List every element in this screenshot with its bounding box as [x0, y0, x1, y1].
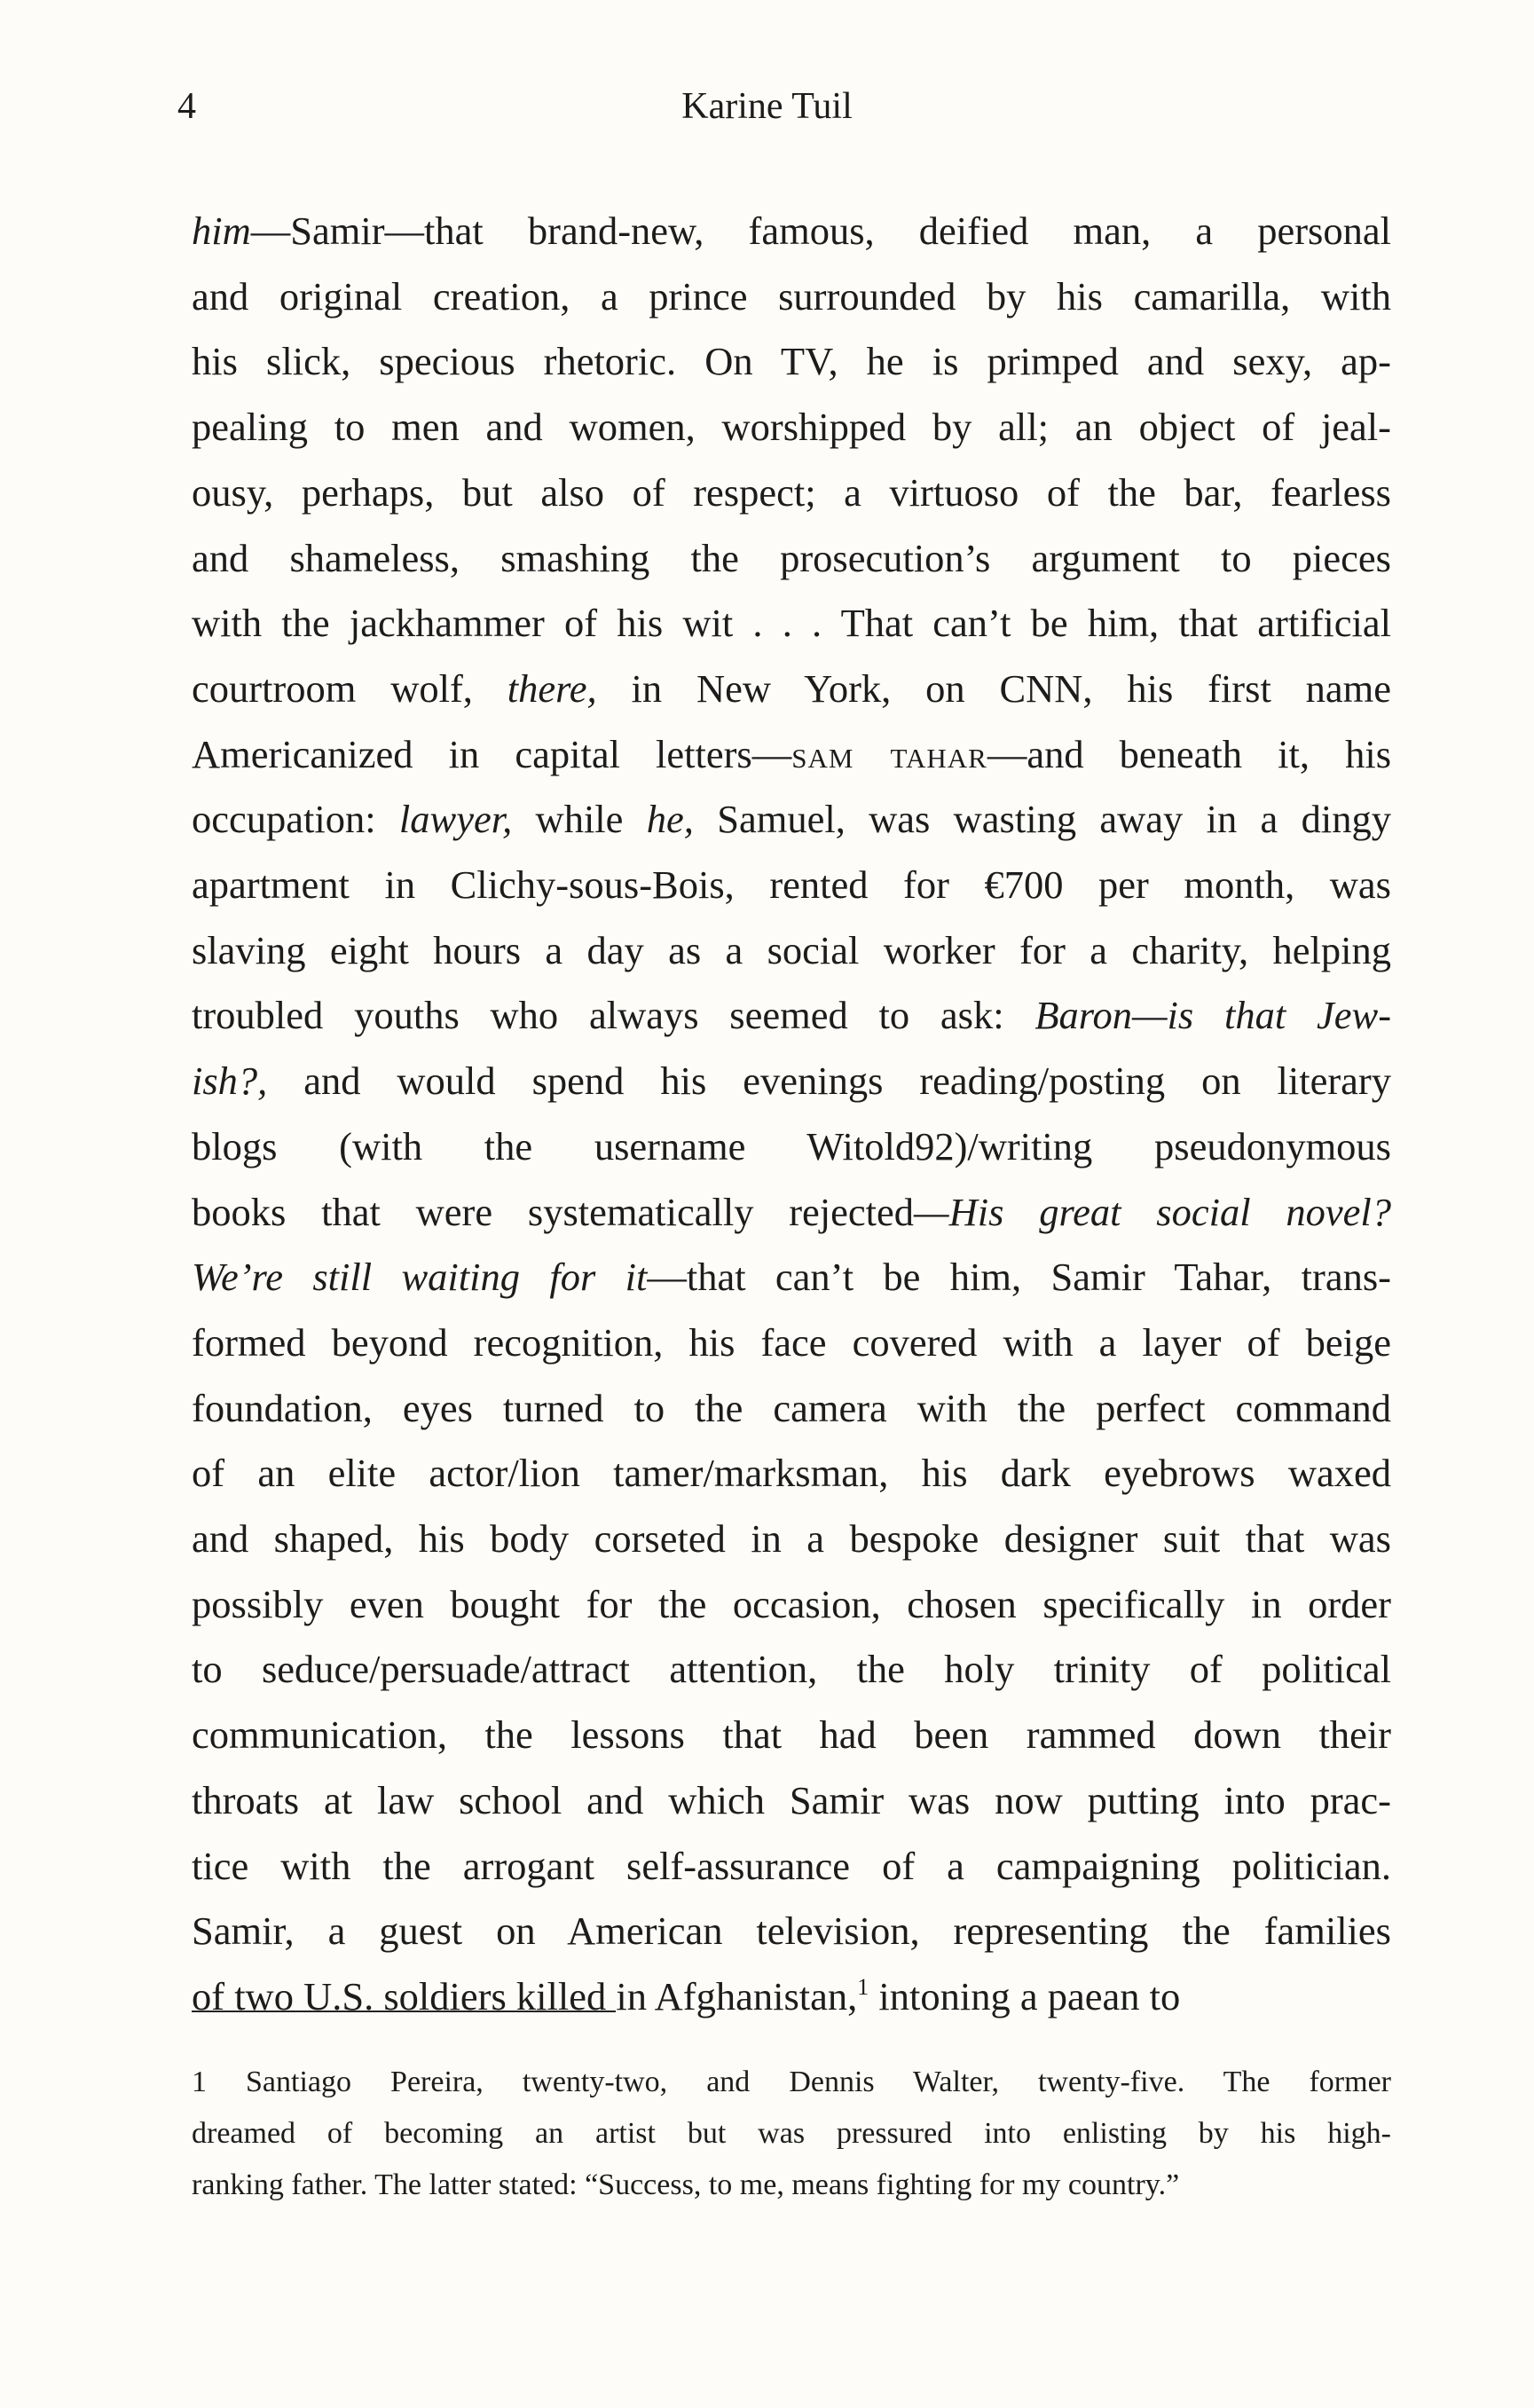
text-run: and would spend his evenings reading/posting on literary	[267, 1058, 1391, 1104]
text-line	[192, 460, 1391, 526]
text-line	[192, 591, 1391, 657]
text-run: books that were systematically rejected	[192, 1189, 915, 1234]
footnote-line: 1 Santiago Pereira, twenty-two, and Dennis Walter, twenty-five. The former	[192, 2066, 1391, 2098]
text-line	[192, 983, 1391, 1049]
text-line	[192, 787, 1391, 853]
text-run: sam tahar	[791, 731, 987, 776]
text-run: of an elite actor/lion tamer/marksman, his dark eyebrows waxed	[192, 1451, 1391, 1496]
text-run: throats at law school and which Samir was now putting into prac-	[192, 1777, 1391, 1822]
text-line	[192, 1245, 1391, 1310]
text-run: —and beneath it, his	[987, 731, 1392, 776]
text-run: —His great social novel?	[914, 1189, 1391, 1234]
text-run: —Samir—that brand-new, famous, deified man, a personal	[250, 209, 1391, 253]
text-line	[192, 1441, 1391, 1507]
text-line	[192, 918, 1391, 984]
text-line	[192, 657, 1391, 722]
text-line	[192, 1310, 1391, 1376]
text-run: while	[512, 797, 647, 842]
text-line	[192, 1834, 1391, 1900]
text-line	[192, 395, 1391, 460]
body-text	[192, 199, 1391, 2030]
text-line	[192, 1376, 1391, 1442]
text-line	[192, 722, 1391, 788]
text-run: slaving eight hours a day as a social worker for a charity, helping	[192, 927, 1391, 972]
text-line	[192, 1703, 1391, 1768]
footnote-line: dreamed of becoming an artist but was pressured into enlisting by his high-	[192, 2117, 1391, 2150]
text-run: his slick, specious rhetoric. On TV, he is primped and sexy, ap-	[192, 339, 1391, 384]
text-run: —that can’t be him, Samir Tahar, trans-	[647, 1255, 1391, 1300]
page-number: 4	[177, 86, 196, 127]
text-run: troubled youths who always seemed to ask:	[192, 993, 1035, 1038]
text-run: intoning a paean to	[869, 1973, 1181, 2018]
text-line	[192, 264, 1391, 330]
text-run: foundation, eyes turned to the camera with the perfect command	[192, 1385, 1391, 1430]
text-line	[192, 853, 1391, 918]
text-line	[192, 1049, 1391, 1114]
text-run: formed beyond recognition, his face covered with a layer of beige	[192, 1319, 1391, 1365]
text-run: lawyer,	[398, 797, 513, 842]
footnote-rule	[192, 2011, 616, 2012]
text-run: possibly even bought for the occasion, chosen specifically in order	[192, 1581, 1391, 1626]
text-line	[192, 1114, 1391, 1180]
text-run: there,	[507, 665, 597, 711]
text-run: tice with the arrogant self-assurance of a campaigning politician.	[192, 1843, 1391, 1888]
text-run: apartment in Clichy-sous-Bois, rented for €700 per month, was	[192, 862, 1391, 908]
text-run: ish?,	[192, 1058, 268, 1104]
text-line	[192, 1572, 1391, 1638]
text-line	[192, 1964, 1391, 2030]
footnote-line: ranking father. The latter stated: “Success, to me, means fighting for my country.”	[192, 2168, 1180, 2201]
text-run: Samir, a guest on American television, representing the families	[192, 1908, 1391, 1954]
running-head-author: Karine Tuil	[681, 86, 853, 127]
text-run: in New York, on CNN, his first name	[596, 665, 1392, 711]
text-run: he,	[646, 797, 694, 842]
text-run: pealing to men and women, worshipped by all; an object of jeal-	[192, 405, 1391, 450]
text-run: him	[192, 209, 251, 253]
text-run: Americanized in capital letters—	[192, 731, 792, 776]
text-run: with the jackhammer of his wit . . . That can’t be him, that artificial	[192, 601, 1391, 646]
text-run: Baron—is that Jew-	[1034, 993, 1392, 1038]
text-run: and shameless, smashing the prosecution’s argument to pieces	[192, 535, 1391, 580]
text-run: and original creation, a prince surrounded by his camarilla, with	[192, 273, 1391, 319]
text-run: communication, the lessons that had been rammed down their	[192, 1712, 1391, 1758]
footnote-marker: 1	[857, 1973, 869, 2000]
text-run: of two U.S. soldiers killed in Afghanistan,	[192, 1973, 858, 2018]
text-run: We’re still waiting for it	[192, 1255, 648, 1300]
text-run: and shaped, his body corseted in a bespoke designer suit that was	[192, 1516, 1391, 1562]
text-line	[192, 199, 1391, 264]
text-line	[192, 1899, 1391, 1964]
text-run: to seduce/persuade/attract attention, the holy trinity of political	[192, 1647, 1391, 1692]
footnote	[192, 2057, 1391, 2211]
text-line	[192, 329, 1391, 395]
text-line	[192, 1768, 1391, 1834]
text-run: occupation:	[192, 797, 399, 842]
text-run: Samuel, was wasting away in a dingy	[693, 797, 1391, 842]
text-run: blogs (with the username Witold92)/writing pseudonymous	[192, 1123, 1391, 1169]
text-line	[192, 1180, 1391, 1246]
text-line	[192, 1637, 1391, 1703]
text-run: courtroom wolf,	[192, 665, 507, 711]
text-line	[192, 526, 1391, 592]
text-line	[192, 1507, 1391, 1572]
text-run: ousy, perhaps, but also of respect; a virtuoso of the bar, fearless	[192, 469, 1391, 515]
